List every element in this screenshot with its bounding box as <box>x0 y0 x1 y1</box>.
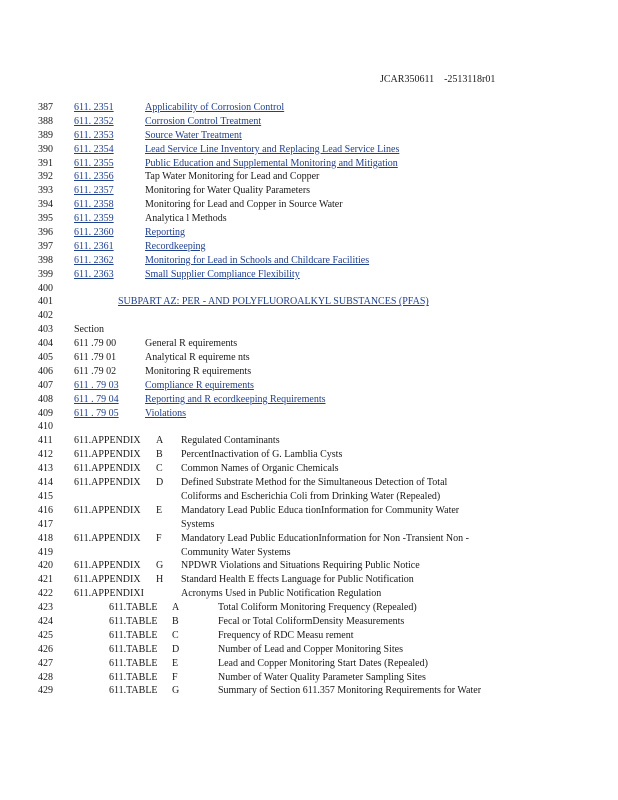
line-number: 394 <box>38 199 53 211</box>
section-link[interactable]: 611. 2353 <box>74 129 114 141</box>
line-421 <box>0 573 618 587</box>
section-title-link[interactable]: Monitoring for Lead in Schools and Childcare Facilities <box>145 254 370 266</box>
line-409 <box>0 407 618 421</box>
appendix-title: Standard Health E ffects Language for Public Notification <box>181 574 414 586</box>
line-number: 426 <box>38 643 53 655</box>
line-391 <box>0 157 618 171</box>
table-letter: A <box>172 602 180 614</box>
line-407 <box>0 379 618 393</box>
line-417 <box>0 518 618 532</box>
line-422 <box>0 587 618 601</box>
line-number: 416 <box>38 504 53 516</box>
line-398 <box>0 254 618 268</box>
line-number: 392 <box>38 171 53 183</box>
section-link[interactable]: 611. 2357 <box>74 185 114 197</box>
line-number: 414 <box>38 477 53 489</box>
appendix-title: Acronyms Used in Public Notification Regulation <box>181 588 382 600</box>
section-link[interactable]: 611. 2355 <box>74 157 114 169</box>
line-408 <box>0 393 618 407</box>
table-code: 611.TABLE <box>109 615 158 627</box>
line-number: 418 <box>38 532 53 544</box>
section-title: Monitoring for Lead and Copper in Source Water <box>145 199 343 211</box>
line-number: 403 <box>38 324 53 336</box>
line-424 <box>0 615 618 629</box>
section-code: 611 .79 02 <box>74 365 117 377</box>
line-403 <box>0 323 618 337</box>
line-number: 395 <box>38 213 53 225</box>
line-number: 417 <box>38 518 53 530</box>
line-395 <box>0 212 618 226</box>
table-letter: E <box>172 657 179 669</box>
table-letter: B <box>172 615 179 627</box>
line-404 <box>0 337 618 351</box>
line-number: 429 <box>38 685 53 697</box>
table-title: Number of Lead and Copper Monitoring Sites <box>218 643 403 655</box>
appendix-title-continued: Systems <box>181 518 215 530</box>
line-number: 407 <box>38 379 53 391</box>
line-number: 402 <box>38 310 53 322</box>
line-number: 393 <box>38 185 53 197</box>
table-title: Lead and Copper Monitoring Start Dates (Repealed) <box>218 657 428 669</box>
section-title-link[interactable]: Compliance R equirements <box>145 379 254 391</box>
appendix-title: Mandatory Lead Public Educa tionInformation for Community Water <box>181 504 460 516</box>
line-390 <box>0 143 618 157</box>
appendix-code: 611.APPENDIX <box>74 560 141 572</box>
appendix-letter: G <box>156 560 164 572</box>
table-letter: F <box>172 671 178 683</box>
line-number: 404 <box>38 338 53 350</box>
line-405 <box>0 351 618 365</box>
line-415 <box>0 490 618 504</box>
table-code: 611.TABLE <box>109 643 158 655</box>
line-number: 428 <box>38 671 53 683</box>
table-title: Frequency of RDC Measu rement <box>218 629 354 641</box>
line-number: 427 <box>38 657 53 669</box>
line-428 <box>0 671 618 685</box>
line-400 <box>0 282 618 296</box>
line-number: 421 <box>38 574 53 586</box>
appendix-letter: H <box>156 574 164 586</box>
line-389 <box>0 129 618 143</box>
appendix-code: 611.APPENDIX <box>74 463 141 475</box>
section-title-link[interactable]: Small Supplier Compliance Flexibility <box>145 268 300 280</box>
line-412 <box>0 448 618 462</box>
line-number: 388 <box>38 115 53 127</box>
line-401 <box>0 295 618 309</box>
line-416 <box>0 504 618 518</box>
line-429 <box>0 684 618 698</box>
section-title-link[interactable]: Reporting <box>145 227 185 239</box>
appendix-title: PercentInactivation of G. Lamblia Cysts <box>181 449 343 461</box>
appendix-code: 611.APPENDIX <box>74 435 141 447</box>
line-396 <box>0 226 618 240</box>
line-394 <box>0 198 618 212</box>
table-title: Total Coliform Monitoring Frequency (Repealed) <box>218 602 417 614</box>
section-link[interactable]: 611. 2361 <box>74 240 114 252</box>
line-number: 413 <box>38 463 53 475</box>
section-link[interactable]: 611. 2359 <box>74 213 114 225</box>
appendix-code: 611.APPENDIX <box>74 449 141 461</box>
table-letter: C <box>172 629 179 641</box>
section-link[interactable]: 611. 2352 <box>74 115 114 127</box>
appendix-title: Regulated Contaminants <box>181 435 280 447</box>
line-392 <box>0 170 618 184</box>
line-393 <box>0 184 618 198</box>
section-link[interactable]: 611. 2363 <box>74 268 114 280</box>
line-number: 410 <box>38 421 53 433</box>
section-code: 611 .79 01 <box>74 352 117 364</box>
line-number: 420 <box>38 560 53 572</box>
line-426 <box>0 643 618 657</box>
table-code: 611.TABLE <box>109 685 158 697</box>
appendix-code: 611.APPENDIX <box>74 504 141 516</box>
line-388 <box>0 115 618 129</box>
section-title: Monitoring R equirements <box>145 365 252 377</box>
line-number: 397 <box>38 240 53 252</box>
line-397 <box>0 240 618 254</box>
line-number: 401 <box>38 296 53 308</box>
line-number: 389 <box>38 129 53 141</box>
line-406 <box>0 365 618 379</box>
line-number: 400 <box>38 282 53 294</box>
section-title-link[interactable]: Lead Service Line Inventory and Replacing Lead Service Lines <box>145 143 400 155</box>
appendix-letter: B <box>156 449 163 461</box>
section-title-link[interactable]: Violations <box>145 407 187 419</box>
table-code: 611.TABLE <box>109 602 158 614</box>
appendix-code: 611.APPENDIXI <box>74 588 144 600</box>
appendix-title: Defined Substrate Method for the Simultaneous Detection of Total <box>181 477 448 489</box>
appendix-title: Mandatory Lead Public EducationInformation for Non -Transient Non - <box>181 532 469 544</box>
subpart-heading-link[interactable]: SUBPART AZ: PER - AND POLYFLUOROALKYL SUBSTANCES (PFAS) <box>118 296 429 308</box>
section-title: Tap Water Monitoring for Lead and Copper <box>145 171 320 183</box>
line-number: 390 <box>38 143 53 155</box>
line-399 <box>0 268 618 282</box>
table-code: 611.TABLE <box>109 671 158 683</box>
line-number: 409 <box>38 407 53 419</box>
line-414 <box>0 476 618 490</box>
line-413 <box>0 462 618 476</box>
appendix-title-continued: Coliforms and Escherichia Coli from Drinking Water (Repealed) <box>181 490 441 502</box>
line-number: 424 <box>38 615 53 627</box>
appendix-title: NPDWR Violations and Situations Requiring Public Notice <box>181 560 420 572</box>
section-title-link[interactable]: Recordkeeping <box>145 240 206 252</box>
line-425 <box>0 629 618 643</box>
line-number: 405 <box>38 352 53 364</box>
section-link[interactable]: 611 . 79 05 <box>74 407 119 419</box>
section-link[interactable]: 611. 2351 <box>74 102 114 113</box>
line-420 <box>0 559 618 573</box>
line-402 <box>0 309 618 323</box>
section-title-link[interactable]: Applicability of Corrosion Control <box>145 102 285 113</box>
line-number: 408 <box>38 393 53 405</box>
section-title-link[interactable]: Public Education and Supplemental Monitoring and Mitigation <box>145 157 398 169</box>
table-title: Number of Water Quality Parameter Sampling Sites <box>218 671 426 683</box>
appendix-letter: E <box>156 504 163 516</box>
line-number: 387 <box>38 102 53 113</box>
section-link[interactable]: 611. 2356 <box>74 171 114 183</box>
section-label: Section <box>74 324 104 336</box>
appendix-letter: A <box>156 435 164 447</box>
appendix-code: 611.APPENDIX <box>74 477 141 489</box>
line-number: 425 <box>38 629 53 641</box>
line-number: 411 <box>38 435 53 447</box>
section-title: Analytical R equireme nts <box>145 352 250 364</box>
section-link[interactable]: 611 . 79 04 <box>74 393 119 405</box>
appendix-title: Common Names of Organic Chemicals <box>181 463 339 475</box>
appendix-code: 611.APPENDIX <box>74 574 141 586</box>
line-number: 406 <box>38 365 53 377</box>
section-code: 611 .79 00 <box>74 338 117 350</box>
appendix-letter: F <box>156 532 162 544</box>
line-number: 399 <box>38 268 53 280</box>
line-number: 412 <box>38 449 53 461</box>
line-number: 415 <box>38 490 53 502</box>
line-number: 396 <box>38 227 53 239</box>
table-letter: D <box>172 643 180 655</box>
section-title-link[interactable]: Corrosion Control Treatment <box>145 115 262 127</box>
line-number: 398 <box>38 254 53 266</box>
appendix-letter: D <box>156 477 164 489</box>
section-title: Monitoring for Water Quality Parameters <box>145 185 311 197</box>
line-411 <box>0 434 618 448</box>
line-418 <box>0 532 618 546</box>
line-number: 423 <box>38 602 53 614</box>
document-id-header: JCAR350611 -2513118r01 <box>380 74 496 85</box>
document-body <box>0 101 618 698</box>
section-link[interactable]: 611. 2360 <box>74 227 114 239</box>
table-letter: G <box>172 685 180 697</box>
line-410 <box>0 420 618 434</box>
section-link[interactable]: 611. 2362 <box>74 254 114 266</box>
line-419 <box>0 546 618 560</box>
section-link[interactable]: 611. 2358 <box>74 199 114 211</box>
line-number: 419 <box>38 546 53 558</box>
line-427 <box>0 657 618 671</box>
line-number: 391 <box>38 157 53 169</box>
section-link[interactable]: 611. 2354 <box>74 143 114 155</box>
appendix-title-continued: Community Water Systems <box>181 546 291 558</box>
table-code: 611.TABLE <box>109 657 158 669</box>
table-title: Fecal or Total ColiformDensity Measurements <box>218 615 405 627</box>
section-title-link[interactable]: Source Water Treatment <box>145 129 242 141</box>
table-code: 611.TABLE <box>109 629 158 641</box>
section-link[interactable]: 611 . 79 03 <box>74 379 119 391</box>
section-title: Analytica l Methods <box>145 213 227 225</box>
table-title: Summary of Section 611.357 Monitoring Requirements for Water <box>218 685 482 697</box>
section-title: General R equirements <box>145 338 238 350</box>
section-title-link[interactable]: Reporting and R ecordkeeping Requirements <box>145 393 326 405</box>
appendix-letter: C <box>156 463 163 475</box>
line-387 <box>0 101 618 115</box>
line-423 <box>0 601 618 615</box>
appendix-code: 611.APPENDIX <box>74 532 141 544</box>
line-number: 422 <box>38 588 53 600</box>
